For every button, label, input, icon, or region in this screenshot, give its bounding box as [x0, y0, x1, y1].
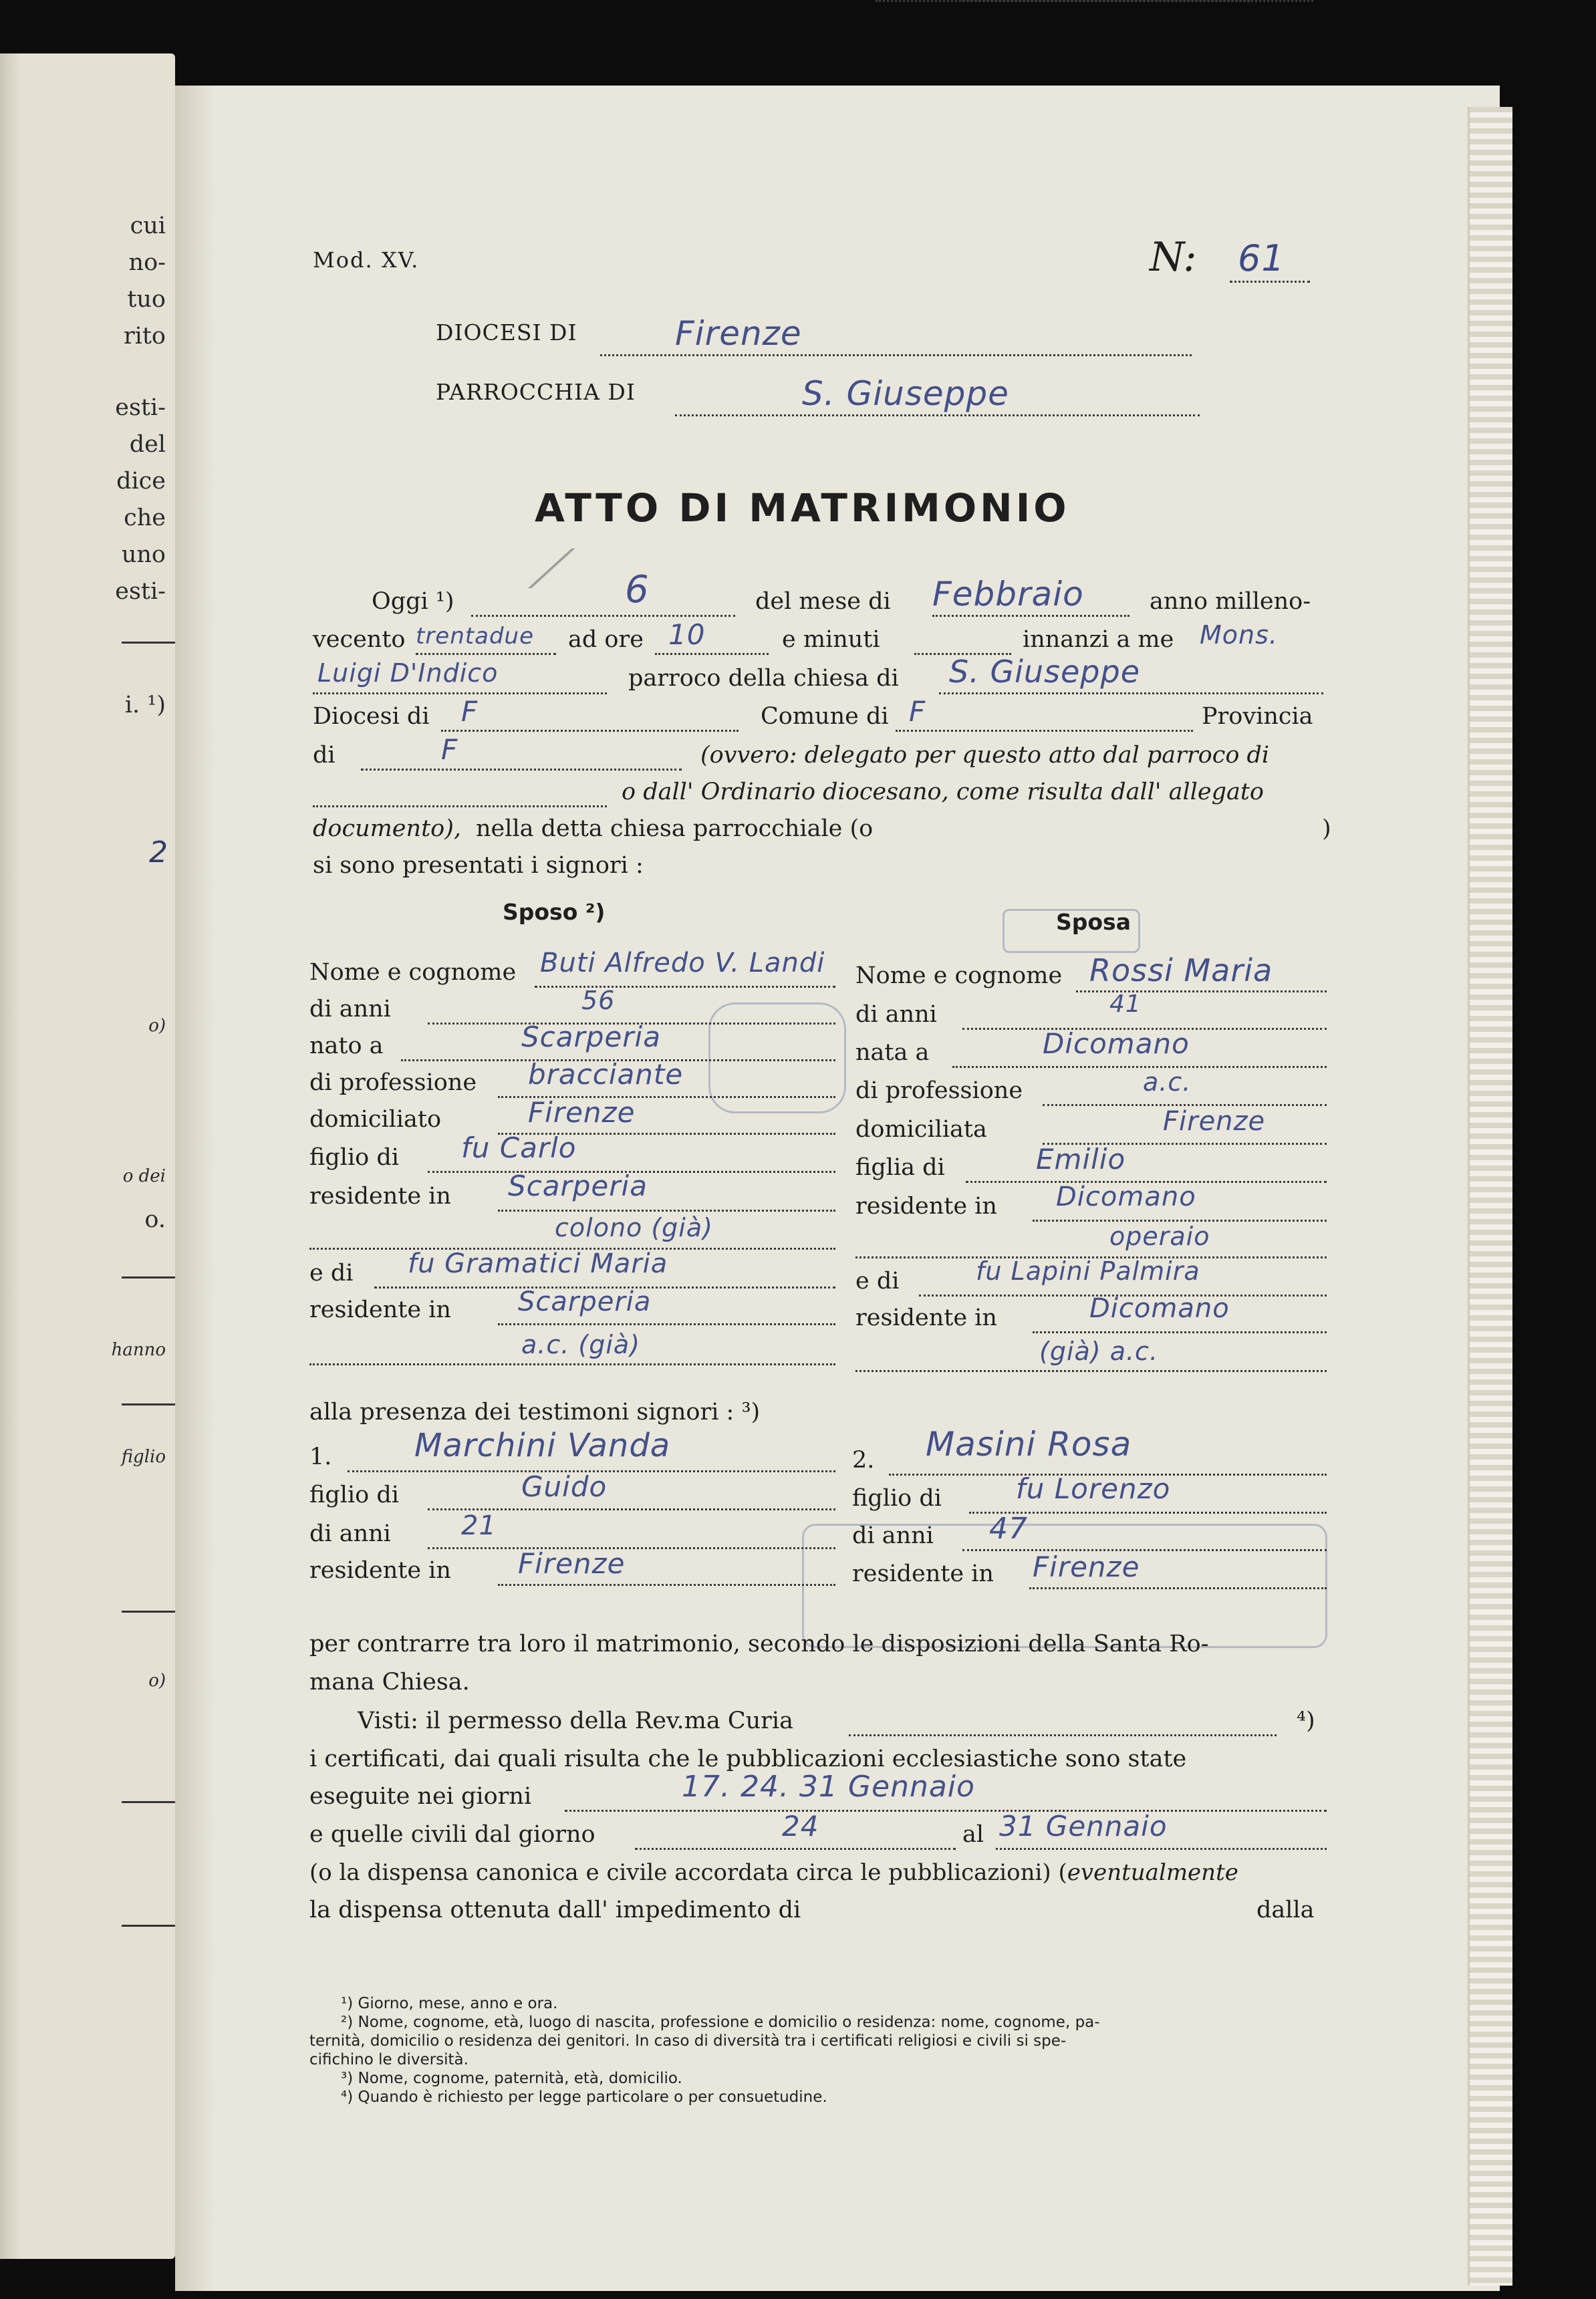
delegate-line — [313, 805, 607, 807]
sposo-nome-label: Nome e cognome — [309, 959, 517, 986]
sposo-note2: a.c. (già) — [521, 1330, 641, 1359]
left-text-line: uno — [121, 541, 166, 568]
left-rule — [122, 1403, 175, 1405]
paren-close: ) — [1322, 815, 1331, 842]
sposo-nome-value: Buti Alfredo V. Landi — [540, 948, 825, 978]
sposa-note2: (già) a.c. — [1039, 1337, 1159, 1366]
witness-2-res-label: residente in — [852, 1561, 994, 1587]
civili-label: e quelle civili dal giorno — [309, 1821, 595, 1848]
pinked-page-edge — [1468, 107, 1512, 2286]
visti-text: Visti: il permesso della Rev.ma Curia — [358, 1708, 793, 1734]
presentati-text: si sono presentati i signori : — [313, 852, 644, 879]
sposa-res2-value: Dicomano — [1089, 1293, 1230, 1324]
civili-from-value: 24 — [782, 1810, 819, 1843]
eseguite-label: eseguite nei giorni — [309, 1783, 532, 1810]
diocesi-line — [441, 730, 739, 732]
visti-footnote-mark: ⁴) — [1297, 1708, 1315, 1734]
documento-text: documento), — [313, 815, 461, 842]
left-text-line: cui — [130, 213, 166, 239]
sposa-nato-label: nata a — [855, 1039, 930, 1066]
diocese-value: Firenze — [675, 314, 802, 353]
anno-label: anno milleno- — [1150, 588, 1311, 615]
sposa-note1: operaio — [1109, 1222, 1210, 1251]
certificati-text: i certificati, dai quali risulta che le pubblicazioni ecclesiastiche sono state — [309, 1746, 1187, 1772]
sposa-prof-label: di professione — [855, 1077, 1023, 1104]
civili-to-line — [996, 1848, 1327, 1850]
left-text-line: i. ¹) — [124, 692, 166, 718]
witness-1-figlio-label: figlio di — [309, 1482, 399, 1508]
sposo-note2-line — [309, 1363, 835, 1365]
sposo-nome-line — [535, 986, 835, 988]
ottenuta-text: la dispensa ottenuta dall' impedimento di — [309, 1897, 801, 1923]
sposa-res-value: Dicomano — [1056, 1182, 1196, 1212]
footnote-3: ³) Nome, cognome, paternità, età, domicilio. — [341, 2070, 682, 2087]
witness-1-res: Firenze — [518, 1547, 626, 1580]
witness-1-anni-label: di anni — [309, 1520, 391, 1547]
contrarre-text: per contrarre tra loro il matrimonio, secondo le disposizioni della Santa Ro- — [309, 1631, 1209, 1657]
model-number: Mod. XV. — [313, 247, 420, 273]
witness-2-figlio: fu Lorenzo — [1016, 1472, 1171, 1505]
sposa-nato-value: Dicomano — [1043, 1027, 1190, 1060]
sposa-madre-value: fu Lapini Palmira — [976, 1256, 1200, 1286]
sposa-heading: Sposa — [1056, 909, 1131, 935]
ovvero-text: (ovvero: delegato per questo atto dal parroco di — [700, 742, 1270, 769]
curia-line — [849, 1734, 1277, 1736]
sposo-res2-value: Scarperia — [518, 1287, 652, 1317]
di-label: di — [313, 742, 336, 769]
left-text-line: tuo — [127, 286, 166, 313]
nella-text: nella detta chiesa parrocchiale (o — [476, 815, 874, 842]
day-line — [471, 615, 735, 617]
sposa-prof-value: a.c. — [1143, 1067, 1192, 1097]
left-text-line: del — [129, 431, 166, 458]
left-rule — [122, 1801, 175, 1803]
sposa-nome-value: Rossi Maria — [1089, 952, 1273, 988]
vecento-label: vecento — [313, 626, 406, 653]
year-value: trentadue — [416, 623, 534, 650]
impedimento-line — [876, 0, 1250, 2]
diocese-label: DIOCESI DI — [436, 319, 577, 346]
left-text-line: no- — [128, 249, 166, 276]
dispensa-text — [309, 1859, 1238, 1886]
record-number-label: N: — [1150, 234, 1197, 281]
sposa-res2-line — [1033, 1331, 1327, 1333]
sposa-anni-value: 41 — [1109, 990, 1142, 1018]
sposa-edi-label: e di — [855, 1268, 900, 1295]
pencil-mark: ⟋ — [528, 538, 565, 600]
sposo-prof-value: bracciante — [528, 1058, 684, 1091]
sposa-res-label: residente in — [855, 1193, 997, 1220]
priest-title: Mons. — [1200, 620, 1278, 650]
sposo-dom-value: Firenze — [528, 1096, 636, 1129]
witness-1-number: 1. — [309, 1444, 332, 1470]
left-rule — [122, 1276, 175, 1278]
sposo-res2-label: residente in — [309, 1297, 451, 1323]
left-text-line: hanno — [111, 1340, 166, 1360]
left-text-line: o) — [148, 1016, 166, 1036]
priest-line — [313, 692, 607, 694]
year-line — [416, 653, 556, 655]
sposo-anni-label: di anni — [309, 996, 391, 1023]
sposa-figlio-label: figlia di — [855, 1154, 945, 1181]
witness-1-anni: 21 — [461, 1510, 497, 1541]
sposo-nato-value: Scarperia — [521, 1021, 661, 1053]
sposo-padre-value: fu Carlo — [461, 1131, 577, 1164]
diocese-line — [600, 354, 1192, 356]
witness-1-figlio: Guido — [521, 1470, 608, 1503]
record-number-value: 61 — [1238, 237, 1285, 279]
footnote-2-end: cifichino le diversità. — [309, 2051, 469, 2068]
left-text-line: esti- — [115, 394, 166, 421]
month-value: Febbraio — [932, 575, 1084, 614]
sposa-note2-line — [855, 1370, 1327, 1372]
sposa-anni-label: di anni — [855, 1001, 937, 1028]
sposo-edi-label: e di — [309, 1260, 354, 1287]
left-handwriting: 2 — [149, 835, 168, 869]
parroco-label: parroco della chiesa di — [628, 665, 899, 692]
witnesses-intro: alla presenza dei testimoni signori : ³) — [309, 1399, 761, 1426]
sposa-nome-label: Nome e cognome — [855, 962, 1063, 989]
civili-from-line — [635, 1848, 956, 1850]
sposa-dom-label: domiciliata — [855, 1116, 987, 1143]
document-title: ATTO DI MATRIMONIO — [535, 485, 1070, 531]
witness-2-anni: 47 — [989, 1512, 1028, 1546]
church-line — [939, 692, 1323, 694]
witness-2-res: Firenze — [1033, 1550, 1140, 1583]
witness-2-name: Masini Rosa — [926, 1425, 1132, 1464]
witness-1-res-label: residente in — [309, 1557, 451, 1584]
month-line — [932, 615, 1129, 617]
dalla-text: dalla — [1256, 1897, 1315, 1923]
comune-value: F — [909, 695, 926, 728]
left-text-line: dice — [116, 468, 166, 495]
left-dotted-rule — [122, 642, 175, 644]
witness-1-res-line — [498, 1584, 835, 1586]
eventualmente-text: eventualmente — [1067, 1859, 1238, 1886]
del-mese-label: del mese di — [755, 588, 891, 615]
left-text-line: o. — [144, 1206, 166, 1233]
ad-ore-label: ad ore — [568, 626, 644, 653]
left-text-line: rito — [123, 323, 166, 350]
page-gutter-shadow — [175, 86, 215, 2291]
sposo-heading: Sposo ²) — [503, 899, 606, 925]
sposo-res-label: residente in — [309, 1183, 451, 1210]
sposo-anni-value: 56 — [581, 986, 616, 1015]
sposo-prof-label: di professione — [309, 1069, 477, 1096]
witness-1-anni-line — [428, 1547, 835, 1549]
civili-to-value: 31 Gennaio — [999, 1810, 1168, 1843]
left-text-line: figlio — [121, 1447, 166, 1467]
diocesi-value: F — [461, 695, 479, 728]
provincia-label: Provincia — [1202, 703, 1313, 730]
church-value: S. Giuseppe — [949, 654, 1140, 690]
sposo-nato-label: nato a — [309, 1033, 384, 1059]
hour-value: 10 — [668, 618, 706, 651]
left-text-line: esti- — [115, 578, 166, 605]
record-number-line — [1230, 281, 1310, 283]
comune-line — [896, 730, 1193, 732]
witness-1-name: Marchini Vanda — [414, 1427, 671, 1464]
diocesi-label: Diocesi di — [313, 703, 430, 730]
sposo-madre-value: fu Gramatici Maria — [408, 1248, 668, 1279]
parish-value: S. Giuseppe — [802, 374, 1009, 413]
witness-2-figlio-label: figlio di — [852, 1485, 942, 1512]
left-text-line: che — [124, 505, 166, 531]
innanzi-label: innanzi a me — [1023, 626, 1174, 653]
dispensa-main: (o la dispensa canonica e civile accordata circa le pubblicazioni) ( — [309, 1859, 1067, 1886]
left-rule — [122, 1611, 175, 1613]
sposa-res2-label: residente in — [855, 1305, 997, 1331]
witness-2-number: 2. — [852, 1447, 875, 1474]
sposa-nato-line — [952, 1066, 1327, 1068]
eseguite-value: 17. 24. 31 Gennaio — [682, 1770, 975, 1804]
sposo-res2-line — [498, 1323, 835, 1325]
provincia-value: F — [441, 733, 458, 766]
sposo-note1: colono (già) — [555, 1213, 713, 1242]
left-text-line: o) — [148, 1671, 166, 1691]
footnote-1: ¹) Giorno, mese, anno e ora. — [341, 1995, 558, 2012]
parish-line — [675, 414, 1200, 416]
left-text-line: o dei — [122, 1166, 166, 1186]
sposa-dom-value: Firenze — [1163, 1106, 1266, 1137]
ordinario-text: o dall' Ordinario diocesano, come risulta dall' allegato — [622, 779, 1264, 805]
minuti-label: e minuti — [782, 626, 880, 653]
footnote-4: ⁴) Quando è richiesto per legge particolare o per consuetudine. — [341, 2088, 827, 2106]
provincia-line — [361, 769, 682, 771]
comune-label: Comune di — [761, 703, 889, 730]
left-page — [0, 53, 175, 2259]
hour-line — [655, 653, 769, 655]
page-edge-shadow — [0, 53, 20, 2259]
footnote-2: ²) Nome, cognome, età, luogo di nascita, professione e domicilio o residenza: nome, cognome, pa- — [341, 2014, 1100, 2031]
sposo-res-line — [498, 1210, 835, 1212]
sposo-res-value: Scarperia — [508, 1170, 648, 1202]
sposo-dom-label: domiciliato — [309, 1106, 442, 1133]
left-rule — [122, 1925, 175, 1927]
intro-oggi: Oggi ¹) — [372, 588, 454, 615]
chiesa-text: mana Chiesa. — [309, 1669, 470, 1696]
parish-label: PARROCCHIA DI — [436, 379, 636, 405]
sposa-padre-value: Emilio — [1036, 1143, 1126, 1176]
al-label: al — [962, 1821, 984, 1848]
sposo-figlio-label: figlio di — [309, 1144, 399, 1171]
footnote-2-cont: ternità, domicilio o residenza dei genitori. In caso di diversità tra i certificati religiosi e civili si spe- — [309, 2032, 1067, 2050]
day-value: 6 — [625, 568, 650, 612]
witness-2-res-line — [1029, 1587, 1327, 1589]
witness-2-anni-label: di anni — [852, 1522, 934, 1549]
witness-2-anni-line — [962, 1549, 1327, 1551]
priest-name: Luigi D'Indico — [317, 658, 499, 688]
eseguite-line — [565, 1810, 1327, 1812]
